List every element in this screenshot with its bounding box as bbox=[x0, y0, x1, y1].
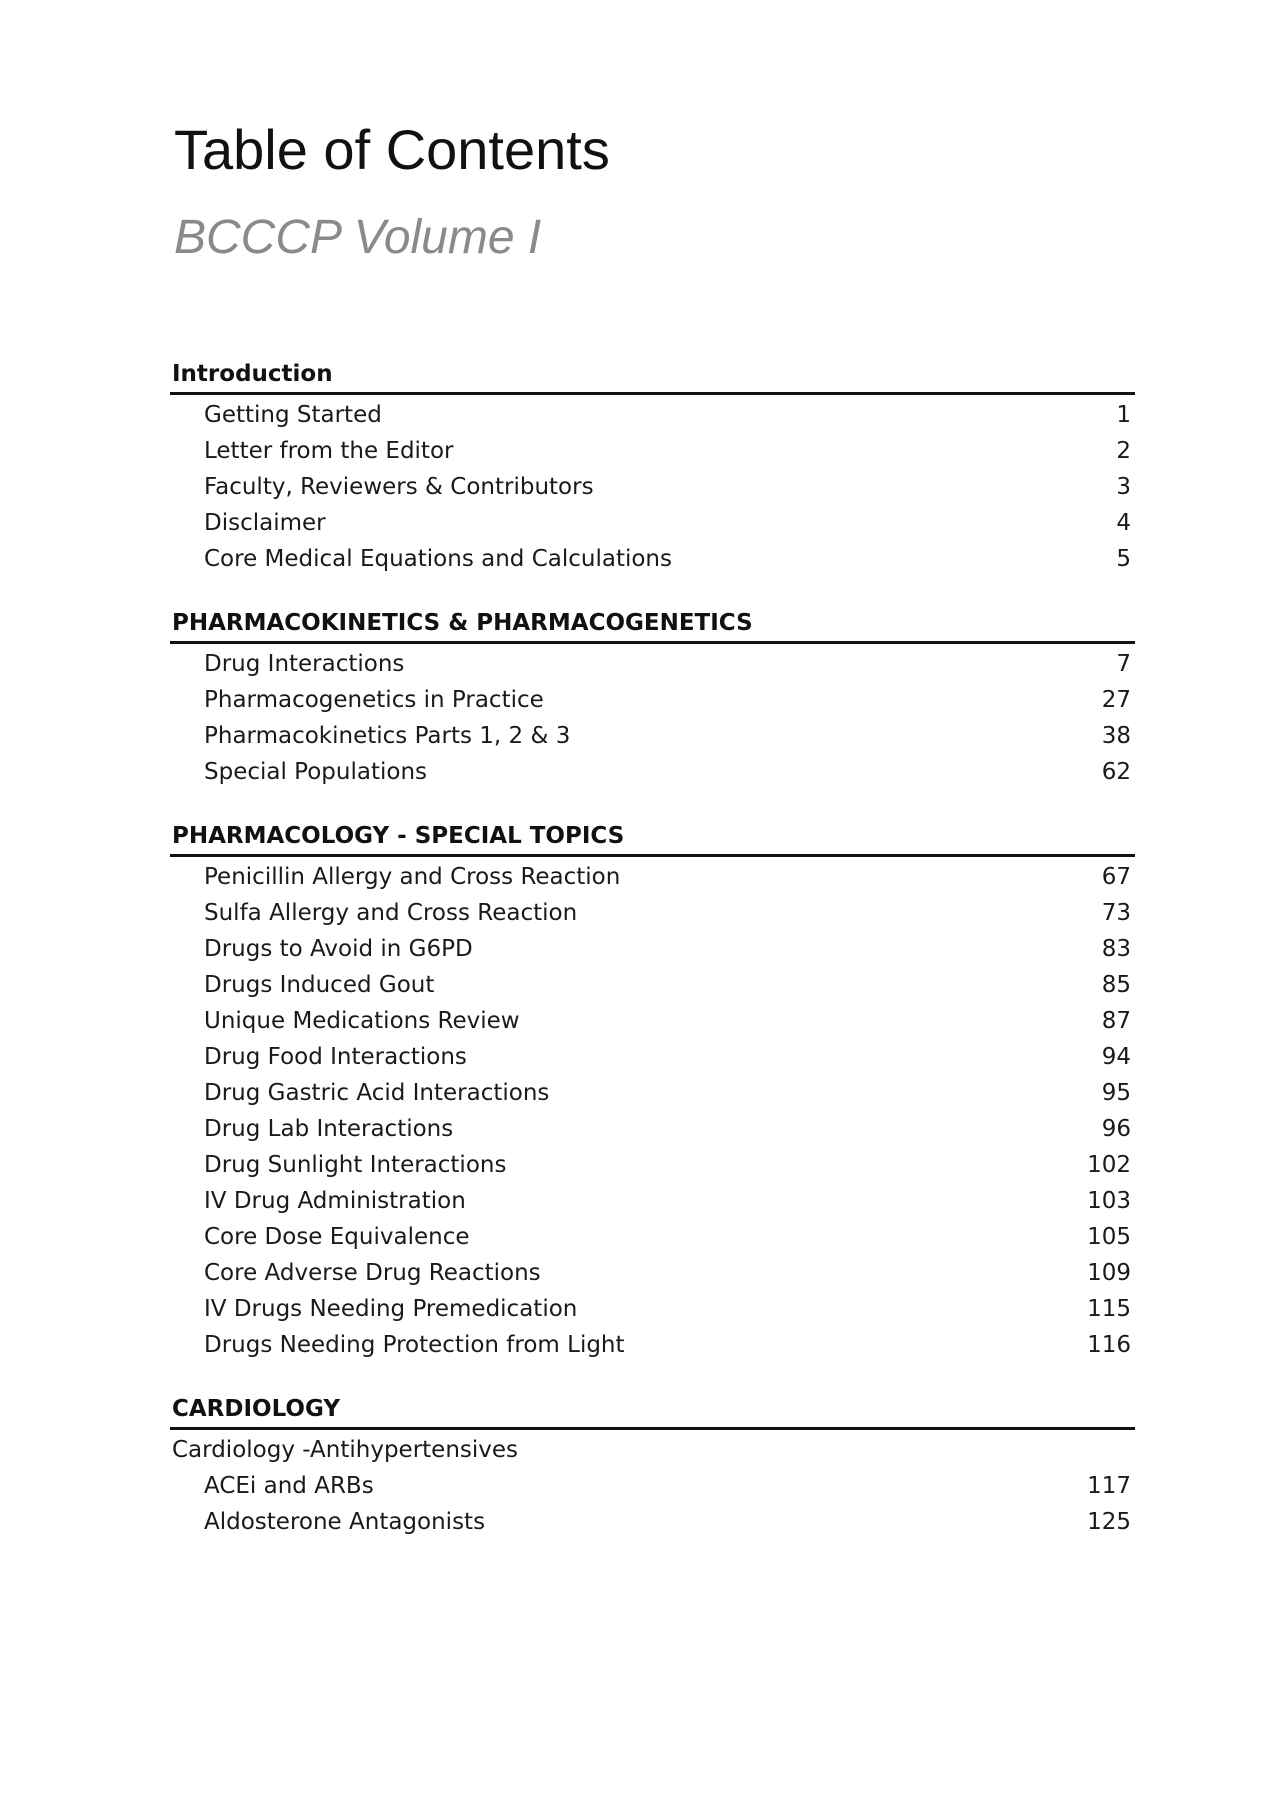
toc-entry-page-number: 105 bbox=[1087, 1224, 1131, 1250]
toc-entry bbox=[170, 895, 1135, 931]
toc-entry-page-number: 2 bbox=[1116, 438, 1131, 464]
toc-section bbox=[170, 605, 1135, 790]
toc-entry-label: Faculty, Reviewers & Contributors bbox=[204, 474, 594, 500]
toc-entry bbox=[170, 505, 1135, 541]
toc-entry bbox=[170, 1183, 1135, 1219]
toc-entry bbox=[170, 682, 1135, 718]
section-heading: PHARMACOKINETICS & PHARMACOGENETICS bbox=[170, 605, 1135, 644]
page-title: Table of Contents bbox=[174, 118, 610, 181]
toc-entry bbox=[170, 859, 1135, 895]
toc-entry-page-number: 94 bbox=[1101, 1044, 1131, 1070]
toc-entry-page-number: 95 bbox=[1101, 1080, 1131, 1106]
toc-entry bbox=[170, 1255, 1135, 1291]
section-heading: PHARMACOLOGY - SPECIAL TOPICS bbox=[170, 818, 1135, 857]
toc-entry bbox=[170, 1504, 1135, 1540]
section-subgroup-label: Cardiology -Antihypertensives bbox=[172, 1437, 519, 1463]
toc-entry bbox=[170, 1468, 1135, 1504]
toc-entry-label: Letter from the Editor bbox=[204, 438, 454, 464]
toc-section bbox=[170, 818, 1135, 1363]
toc-entry-label: Drug Food Interactions bbox=[204, 1044, 467, 1070]
toc-entry-page-number: 102 bbox=[1087, 1152, 1131, 1178]
toc-entry-page-number: 27 bbox=[1101, 687, 1131, 713]
toc-entry bbox=[170, 541, 1135, 577]
toc-entry-label: Core Medical Equations and Calculations bbox=[204, 546, 672, 572]
toc-entry bbox=[170, 967, 1135, 1003]
toc-entry-label: Drugs to Avoid in G6PD bbox=[204, 936, 473, 962]
toc-entry-page-number: 83 bbox=[1101, 936, 1131, 962]
toc-entry bbox=[170, 1327, 1135, 1363]
toc-entry-page-number: 96 bbox=[1101, 1116, 1131, 1142]
toc-entry-page-number: 109 bbox=[1087, 1260, 1131, 1286]
toc-entry bbox=[170, 718, 1135, 754]
toc-entry-page-number: 38 bbox=[1101, 723, 1131, 749]
toc-entry-label: Drug Interactions bbox=[204, 651, 405, 677]
toc-entry-page-number: 62 bbox=[1101, 759, 1131, 785]
toc-entry bbox=[170, 754, 1135, 790]
toc-entry-label: Drug Lab Interactions bbox=[204, 1116, 454, 1142]
toc-entry bbox=[170, 1219, 1135, 1255]
table-of-contents bbox=[170, 356, 1135, 1568]
toc-section bbox=[170, 1391, 1135, 1540]
toc-entry-label: Core Adverse Drug Reactions bbox=[204, 1260, 541, 1286]
toc-entry-label: Drug Gastric Acid Interactions bbox=[204, 1080, 550, 1106]
toc-entry-label: Core Dose Equivalence bbox=[204, 1224, 470, 1250]
toc-entry-page-number: 103 bbox=[1087, 1188, 1131, 1214]
toc-entry-page-number: 115 bbox=[1087, 1296, 1131, 1322]
toc-entry-label: Disclaimer bbox=[204, 510, 326, 536]
toc-entry bbox=[170, 1111, 1135, 1147]
toc-section bbox=[170, 356, 1135, 577]
toc-entry-page-number: 85 bbox=[1101, 972, 1131, 998]
toc-entry-label: Getting Started bbox=[204, 402, 382, 428]
toc-entry-page-number: 7 bbox=[1116, 651, 1131, 677]
toc-entry-label: Drug Sunlight Interactions bbox=[204, 1152, 507, 1178]
toc-entry-label: Drugs Needing Protection from Light bbox=[204, 1332, 625, 1358]
toc-entry bbox=[170, 1039, 1135, 1075]
toc-entry bbox=[170, 1291, 1135, 1327]
toc-entry-label: Pharmacokinetics Parts 1, 2 & 3 bbox=[204, 723, 571, 749]
toc-entry-label: Special Populations bbox=[204, 759, 428, 785]
toc-entry-page-number: 73 bbox=[1101, 900, 1131, 926]
toc-entry bbox=[170, 469, 1135, 505]
toc-entry bbox=[170, 1075, 1135, 1111]
toc-entry-label: ACEi and ARBs bbox=[204, 1473, 374, 1499]
toc-entry-page-number: 67 bbox=[1101, 864, 1131, 890]
toc-entry-label: Aldosterone Antagonists bbox=[204, 1509, 486, 1535]
toc-entry-page-number: 87 bbox=[1101, 1008, 1131, 1034]
toc-entry-page-number: 125 bbox=[1087, 1509, 1131, 1535]
toc-entry-label: Unique Medications Review bbox=[204, 1008, 520, 1034]
toc-entry-page-number: 117 bbox=[1087, 1473, 1131, 1499]
toc-entry bbox=[170, 931, 1135, 967]
toc-entry bbox=[170, 1003, 1135, 1039]
toc-entry bbox=[170, 397, 1135, 433]
toc-entry bbox=[170, 433, 1135, 469]
toc-entry bbox=[170, 1147, 1135, 1183]
page-subtitle: BCCCP Volume I bbox=[174, 211, 542, 264]
section-heading: CARDIOLOGY bbox=[170, 1391, 1135, 1430]
toc-entry bbox=[170, 646, 1135, 682]
toc-entry-page-number: 4 bbox=[1116, 510, 1131, 536]
toc-entry-page-number: 116 bbox=[1087, 1332, 1131, 1358]
toc-entry-label: IV Drugs Needing Premedication bbox=[204, 1296, 578, 1322]
toc-entry-label: Pharmacogenetics in Practice bbox=[204, 687, 544, 713]
section-heading: Introduction bbox=[170, 356, 1135, 395]
toc-entry-page-number: 5 bbox=[1116, 546, 1131, 572]
toc-entry-label: IV Drug Administration bbox=[204, 1188, 466, 1214]
toc-entry-page-number: 1 bbox=[1116, 402, 1131, 428]
toc-entry-label: Penicillin Allergy and Cross Reaction bbox=[204, 864, 621, 890]
toc-entry-page-number: 3 bbox=[1116, 474, 1131, 500]
toc-entry-label: Drugs Induced Gout bbox=[204, 972, 435, 998]
toc-entry-label: Sulfa Allergy and Cross Reaction bbox=[204, 900, 578, 926]
